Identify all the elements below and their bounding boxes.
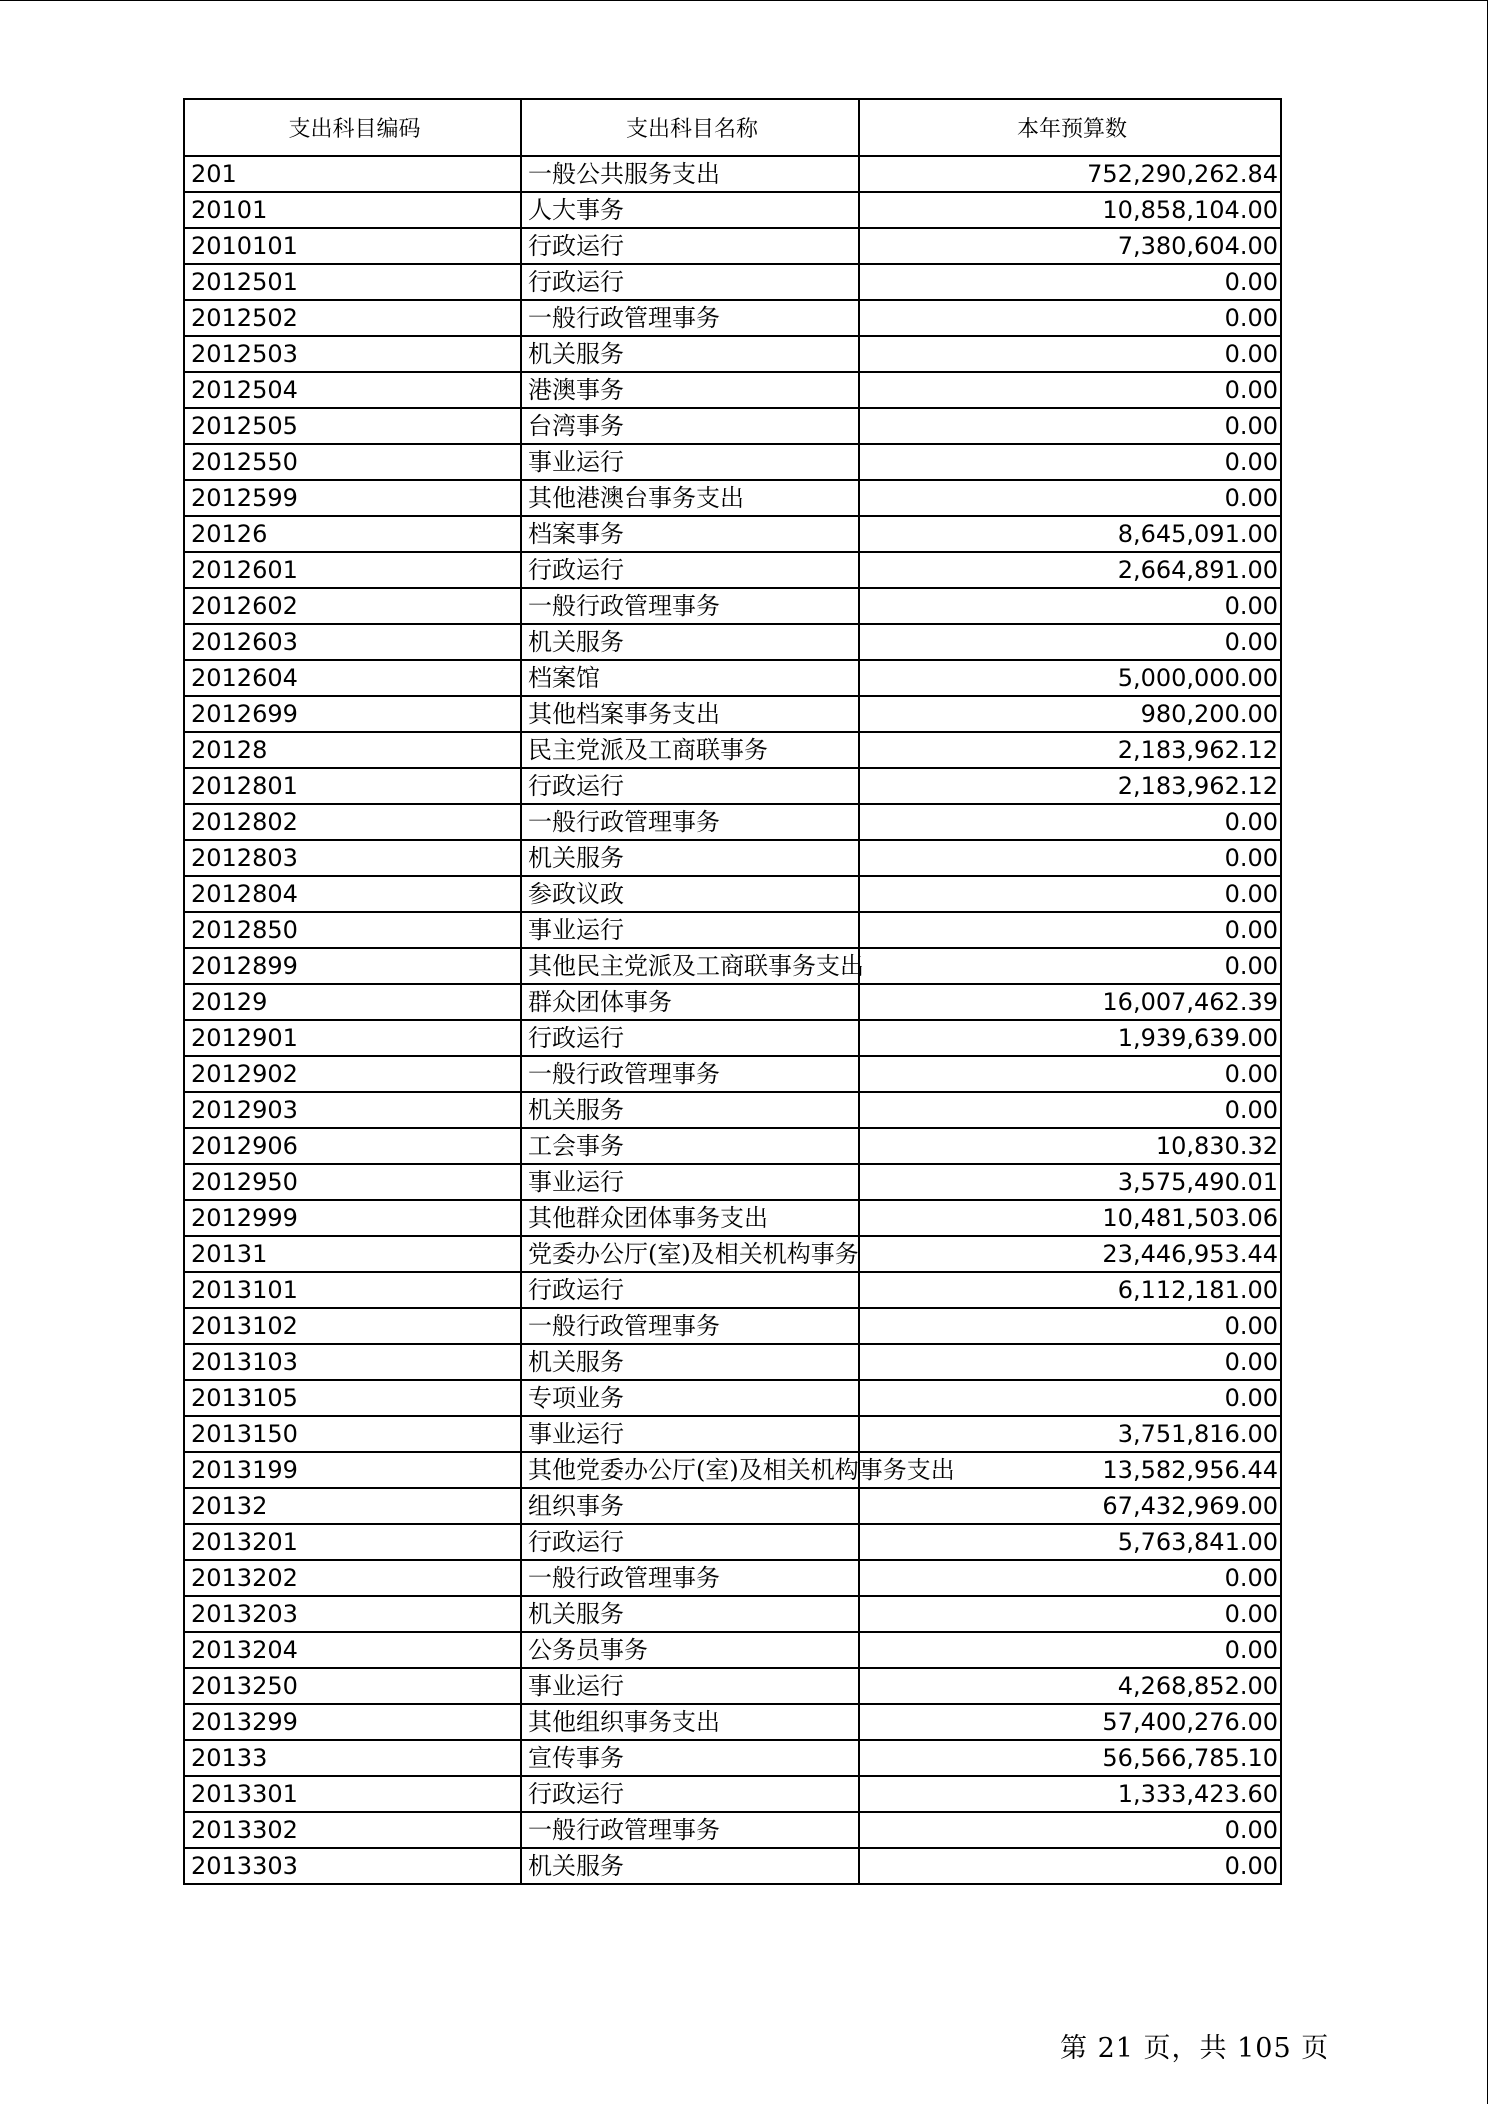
row-code: 2013204 <box>184 1632 521 1668</box>
table-row <box>184 732 1281 768</box>
table-row <box>184 156 1281 192</box>
row-amount: 0.00 <box>859 912 1281 948</box>
row-code: 2012603 <box>184 624 521 660</box>
row-name: 行政运行 <box>521 1776 859 1812</box>
table-row <box>184 264 1281 300</box>
row-name: 其他档案事务支出 <box>521 696 859 732</box>
table-row <box>184 1056 1281 1092</box>
row-code: 2012604 <box>184 660 521 696</box>
row-amount: 0.00 <box>859 1380 1281 1416</box>
row-name: 事业运行 <box>521 1668 859 1704</box>
row-name: 一般行政管理事务 <box>521 1308 859 1344</box>
row-name: 行政运行 <box>521 552 859 588</box>
row-code: 2013199 <box>184 1452 521 1488</box>
row-amount: 5,000,000.00 <box>859 660 1281 696</box>
table-row <box>184 1848 1281 1884</box>
row-code: 20133 <box>184 1740 521 1776</box>
table-row <box>184 804 1281 840</box>
row-amount: 0.00 <box>859 1848 1281 1884</box>
row-amount: 0.00 <box>859 804 1281 840</box>
row-code: 2013250 <box>184 1668 521 1704</box>
row-code: 2012501 <box>184 264 521 300</box>
row-amount: 0.00 <box>859 876 1281 912</box>
row-code: 2012699 <box>184 696 521 732</box>
table-row <box>184 444 1281 480</box>
row-code: 20132 <box>184 1488 521 1524</box>
table-row <box>184 372 1281 408</box>
row-amount: 23,446,953.44 <box>859 1236 1281 1272</box>
table-row <box>184 552 1281 588</box>
table-row <box>184 696 1281 732</box>
row-code: 2013201 <box>184 1524 521 1560</box>
row-amount: 16,007,462.39 <box>859 984 1281 1020</box>
row-name: 其他党委办公厅(室)及相关机构事务支出 <box>521 1452 859 1488</box>
row-amount: 0.00 <box>859 948 1281 984</box>
table-row <box>184 1488 1281 1524</box>
row-code: 20131 <box>184 1236 521 1272</box>
row-code: 2013150 <box>184 1416 521 1452</box>
row-name: 港澳事务 <box>521 372 859 408</box>
table-row <box>184 192 1281 228</box>
row-code: 2013303 <box>184 1848 521 1884</box>
row-name: 人大事务 <box>521 192 859 228</box>
row-name: 机关服务 <box>521 1596 859 1632</box>
row-name: 事业运行 <box>521 444 859 480</box>
row-amount: 13,582,956.44 <box>859 1452 1281 1488</box>
row-name: 一般行政管理事务 <box>521 1812 859 1848</box>
row-name: 工会事务 <box>521 1128 859 1164</box>
table-row <box>184 1380 1281 1416</box>
top-border <box>0 0 1488 1</box>
row-code: 2013103 <box>184 1344 521 1380</box>
row-code: 201 <box>184 156 521 192</box>
row-code: 2012550 <box>184 444 521 480</box>
row-name: 民主党派及工商联事务 <box>521 732 859 768</box>
table-row <box>184 1524 1281 1560</box>
row-code: 20101 <box>184 192 521 228</box>
table-row <box>184 1452 1281 1488</box>
table-row <box>184 876 1281 912</box>
row-name: 其他港澳台事务支出 <box>521 480 859 516</box>
row-amount: 10,858,104.00 <box>859 192 1281 228</box>
row-code: 2012503 <box>184 336 521 372</box>
row-code: 2012505 <box>184 408 521 444</box>
row-amount: 6,112,181.00 <box>859 1272 1281 1308</box>
row-amount: 5,763,841.00 <box>859 1524 1281 1560</box>
table-row <box>184 228 1281 264</box>
table-row <box>184 1164 1281 1200</box>
row-name: 机关服务 <box>521 1344 859 1380</box>
row-amount: 56,566,785.10 <box>859 1740 1281 1776</box>
table-row <box>184 1344 1281 1380</box>
row-name: 档案事务 <box>521 516 859 552</box>
table-row <box>184 840 1281 876</box>
row-code: 20126 <box>184 516 521 552</box>
row-name: 党委办公厅(室)及相关机构事务 <box>521 1236 859 1272</box>
row-code: 2012502 <box>184 300 521 336</box>
row-amount: 1,939,639.00 <box>859 1020 1281 1056</box>
header-row <box>184 99 1281 156</box>
row-code: 2010101 <box>184 228 521 264</box>
row-name: 机关服务 <box>521 336 859 372</box>
table-row <box>184 1560 1281 1596</box>
row-amount: 4,268,852.00 <box>859 1668 1281 1704</box>
row-amount: 0.00 <box>859 624 1281 660</box>
row-amount: 2,183,962.12 <box>859 732 1281 768</box>
row-code: 2012804 <box>184 876 521 912</box>
row-code: 2012599 <box>184 480 521 516</box>
row-name: 其他群众团体事务支出 <box>521 1200 859 1236</box>
row-amount: 752,290,262.84 <box>859 156 1281 192</box>
row-amount: 0.00 <box>859 264 1281 300</box>
row-code: 2013299 <box>184 1704 521 1740</box>
row-amount: 0.00 <box>859 1344 1281 1380</box>
row-code: 2013301 <box>184 1776 521 1812</box>
row-code: 2012801 <box>184 768 521 804</box>
row-amount: 0.00 <box>859 336 1281 372</box>
table-row <box>184 1416 1281 1452</box>
row-name: 参政议政 <box>521 876 859 912</box>
row-amount: 0.00 <box>859 1056 1281 1092</box>
row-name: 专项业务 <box>521 1380 859 1416</box>
table-row <box>184 624 1281 660</box>
row-name: 机关服务 <box>521 840 859 876</box>
table-row <box>184 1812 1281 1848</box>
table-row <box>184 1128 1281 1164</box>
row-code: 2012906 <box>184 1128 521 1164</box>
table-row <box>184 1092 1281 1128</box>
table-row <box>184 1632 1281 1668</box>
row-code: 2013302 <box>184 1812 521 1848</box>
row-code: 2012601 <box>184 552 521 588</box>
page-number: 第 21 页，共 105 页 <box>1060 2033 1330 2064</box>
row-amount: 8,645,091.00 <box>859 516 1281 552</box>
row-name: 档案馆 <box>521 660 859 696</box>
row-name: 台湾事务 <box>521 408 859 444</box>
table-row <box>184 984 1281 1020</box>
row-name: 事业运行 <box>521 912 859 948</box>
row-amount: 0.00 <box>859 1308 1281 1344</box>
row-code: 2013101 <box>184 1272 521 1308</box>
row-name: 一般行政管理事务 <box>521 804 859 840</box>
row-code: 20128 <box>184 732 521 768</box>
table-row <box>184 1776 1281 1812</box>
row-amount: 1,333,423.60 <box>859 1776 1281 1812</box>
row-name: 行政运行 <box>521 228 859 264</box>
row-name: 事业运行 <box>521 1164 859 1200</box>
row-name: 一般行政管理事务 <box>521 300 859 336</box>
row-code: 20129 <box>184 984 521 1020</box>
row-code: 2012902 <box>184 1056 521 1092</box>
row-name: 行政运行 <box>521 1272 859 1308</box>
row-amount: 0.00 <box>859 1092 1281 1128</box>
row-name: 一般行政管理事务 <box>521 1056 859 1092</box>
table-row <box>184 588 1281 624</box>
header-code: 支出科目编码 <box>184 99 521 156</box>
row-name: 一般行政管理事务 <box>521 588 859 624</box>
budget-table <box>183 98 1282 1885</box>
row-amount: 0.00 <box>859 588 1281 624</box>
row-name: 机关服务 <box>521 1092 859 1128</box>
row-code: 2012899 <box>184 948 521 984</box>
row-name: 组织事务 <box>521 1488 859 1524</box>
row-amount: 0.00 <box>859 1812 1281 1848</box>
row-name: 一般行政管理事务 <box>521 1560 859 1596</box>
row-code: 2013203 <box>184 1596 521 1632</box>
row-code: 2012950 <box>184 1164 521 1200</box>
header-amount: 本年预算数 <box>859 99 1281 156</box>
row-amount: 0.00 <box>859 1596 1281 1632</box>
table-row <box>184 480 1281 516</box>
table-row <box>184 660 1281 696</box>
row-name: 公务员事务 <box>521 1632 859 1668</box>
row-name: 机关服务 <box>521 624 859 660</box>
row-name: 群众团体事务 <box>521 984 859 1020</box>
row-name: 行政运行 <box>521 1020 859 1056</box>
row-code: 2012802 <box>184 804 521 840</box>
row-amount: 7,380,604.00 <box>859 228 1281 264</box>
row-amount: 980,200.00 <box>859 696 1281 732</box>
row-amount: 0.00 <box>859 1560 1281 1596</box>
row-amount: 3,575,490.01 <box>859 1164 1281 1200</box>
table-row <box>184 300 1281 336</box>
row-name: 行政运行 <box>521 1524 859 1560</box>
row-amount: 2,183,962.12 <box>859 768 1281 804</box>
row-code: 2013105 <box>184 1380 521 1416</box>
row-name: 事业运行 <box>521 1416 859 1452</box>
row-name: 宣传事务 <box>521 1740 859 1776</box>
table-row <box>184 948 1281 984</box>
row-amount: 0.00 <box>859 300 1281 336</box>
table-row <box>184 912 1281 948</box>
table-body <box>184 156 1281 1884</box>
table-row <box>184 408 1281 444</box>
row-amount: 0.00 <box>859 372 1281 408</box>
table-row <box>184 1308 1281 1344</box>
row-name: 行政运行 <box>521 768 859 804</box>
row-amount: 0.00 <box>859 444 1281 480</box>
row-code: 2012901 <box>184 1020 521 1056</box>
table-row <box>184 1668 1281 1704</box>
row-code: 2012803 <box>184 840 521 876</box>
row-name: 一般公共服务支出 <box>521 156 859 192</box>
table-row <box>184 768 1281 804</box>
row-amount: 57,400,276.00 <box>859 1704 1281 1740</box>
row-name: 机关服务 <box>521 1848 859 1884</box>
row-amount: 67,432,969.00 <box>859 1488 1281 1524</box>
row-code: 2013202 <box>184 1560 521 1596</box>
table-row <box>184 336 1281 372</box>
row-amount: 0.00 <box>859 480 1281 516</box>
row-amount: 3,751,816.00 <box>859 1416 1281 1452</box>
table-row <box>184 1200 1281 1236</box>
header-name: 支出科目名称 <box>521 99 859 156</box>
row-code: 2012504 <box>184 372 521 408</box>
row-code: 2012602 <box>184 588 521 624</box>
row-code: 2012999 <box>184 1200 521 1236</box>
row-name: 其他组织事务支出 <box>521 1704 859 1740</box>
row-amount: 2,664,891.00 <box>859 552 1281 588</box>
table-row <box>184 1596 1281 1632</box>
table-row <box>184 1236 1281 1272</box>
table-row <box>184 1704 1281 1740</box>
row-name: 其他民主党派及工商联事务支出 <box>521 948 859 984</box>
table-row <box>184 1020 1281 1056</box>
row-amount: 0.00 <box>859 840 1281 876</box>
table-row <box>184 516 1281 552</box>
row-amount: 10,830.32 <box>859 1128 1281 1164</box>
table-row <box>184 1272 1281 1308</box>
row-amount: 0.00 <box>859 408 1281 444</box>
row-code: 2012850 <box>184 912 521 948</box>
row-code: 2013102 <box>184 1308 521 1344</box>
table-row <box>184 1740 1281 1776</box>
row-code: 2012903 <box>184 1092 521 1128</box>
row-name: 行政运行 <box>521 264 859 300</box>
row-amount: 10,481,503.06 <box>859 1200 1281 1236</box>
row-amount: 0.00 <box>859 1632 1281 1668</box>
